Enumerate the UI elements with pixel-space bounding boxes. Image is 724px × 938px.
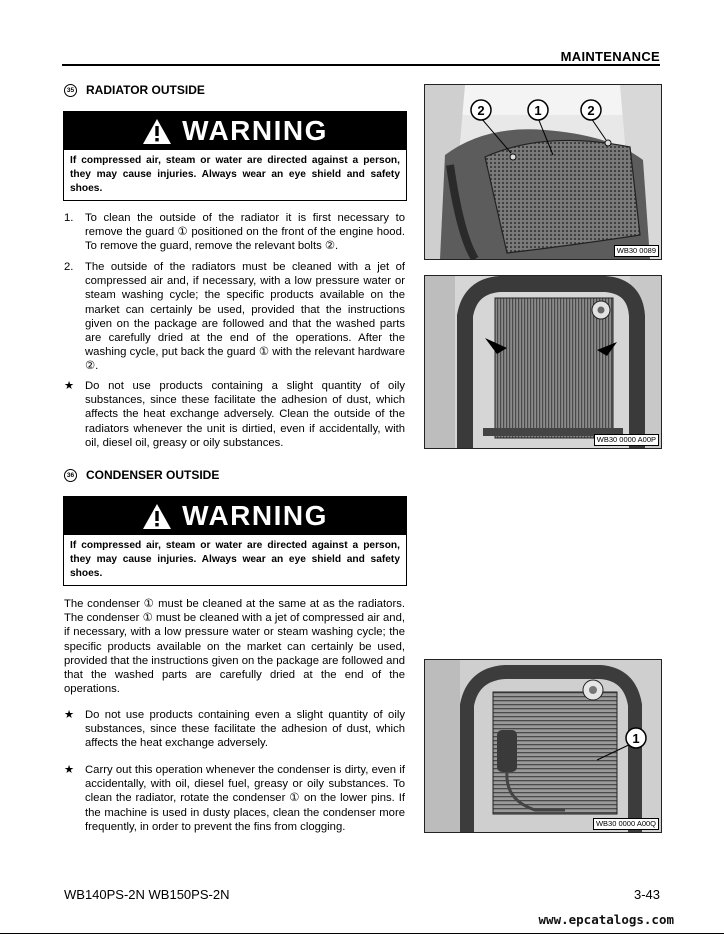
condenser-title: CONDENSER OUTSIDE [86,468,220,482]
figure-radiator-guard [424,84,662,260]
section-number-badge: 35 [64,84,77,97]
list-marker: 1. [64,212,74,224]
list-text: Carry out this operation whenever the condenser is dirty, even if accidentally, with oil, diesel fuel, greasy or oily substances. To clean the radiator, rotate the condenser ① on the lower pins. If the machine is used in dusty places, clean the condenser more frequently, in order to prevent the fins from clogging. [85,764,405,833]
radiator-core-photo [425,276,661,448]
callout-number: 1 [534,103,542,118]
warning-banner [64,497,406,535]
warning-triangle-icon [142,503,172,530]
footer-models: WB140PS-2N WB150PS-2N [64,887,230,902]
figure-radiator-core [424,275,662,449]
list-item [64,379,405,450]
warning-text: If compressed air, steam or water are directed against a person, they may cause injuries. Always wear an eye shield and safety shoes. [70,155,400,194]
list-item [64,211,405,254]
radiator-heading [64,83,205,97]
radiator-guard-photo [425,85,661,259]
list-item [64,708,405,751]
list-text: Do not use products containing even a slight quantity of oily substances, since these facilitate the adhesion of dust, which affects the heat exchange adversely. [85,709,405,750]
list-text: To clean the outside of the radiator it is first necessary to remove the guard ① positioned on the front of the engine hood. To remove the guard, remove the relevant bolts ②. [85,212,405,253]
figure-label: WB30 0089 [614,245,659,257]
callout-number: 2 [587,103,595,118]
list-marker: ★ [64,380,75,392]
figure-condenser [424,659,662,833]
radiator-warning-box [63,111,407,201]
warning-word: WARNING [182,500,328,531]
figure-label: WB30 0000 A00P [594,434,659,446]
list-item [64,763,405,834]
condenser-photo [425,660,661,832]
list-item [64,260,405,374]
callout-number: 2 [477,103,485,118]
list-marker: ★ [64,709,75,721]
footer-url[interactable]: www.epcatalogs.com [538,912,674,927]
condenser-heading [64,468,219,482]
callout-number: 1 [632,731,640,746]
warning-word: WARNING [182,115,328,146]
figure-label: WB30 0000 A00Q [593,818,659,830]
list-text: The outside of the radiators must be cleaned with a jet of compressed air and, if necessary, with a low pressure water or steam washing cycle; the specific products available on the market can certainly be used, provided that the instructions given on the package are followed and that the washed parts are carefully dried at the end of the operations. After the washing cycle, put back the guard ① with the relevant hardware ②. [85,261,405,373]
list-text: Do not use products containing a slight quantity of oily substances, since these facilitate the adhesion of dust, which affects the heat exchange adversely. Clean the outside of the radiators whenever the unit is dirtied, even if accidentally, with oil, diesel oil, greasy or oily substances. [85,380,405,449]
page-number: 3-43 [633,887,660,902]
header-rule [62,64,660,66]
warning-triangle-icon [142,118,172,145]
warning-text: If compressed air, steam or water are directed against a person, they may cause injuries. Always wear an eye shield and safety shoes. [70,540,400,579]
section-number-badge: 36 [64,469,77,482]
warning-banner [64,112,406,150]
footer-rule [0,933,724,934]
radiator-title: RADIATOR OUTSIDE [86,83,205,97]
section-title: MAINTENANCE [560,49,660,64]
condenser-warning-box [63,496,407,586]
condenser-paragraph: The condenser ① must be cleaned at the same at as the radiators. The condenser ① must be cleaned with a jet of compressed air and, if necessary, with a low pressure water or steam washing cycle; the specific products available on the market can certainly be used, provided that the instructions given on the package are followed and that the washed parts are carefully dried at the end of the operations. [64,598,406,696]
list-marker: 2. [64,261,74,273]
list-marker: ★ [64,764,75,776]
